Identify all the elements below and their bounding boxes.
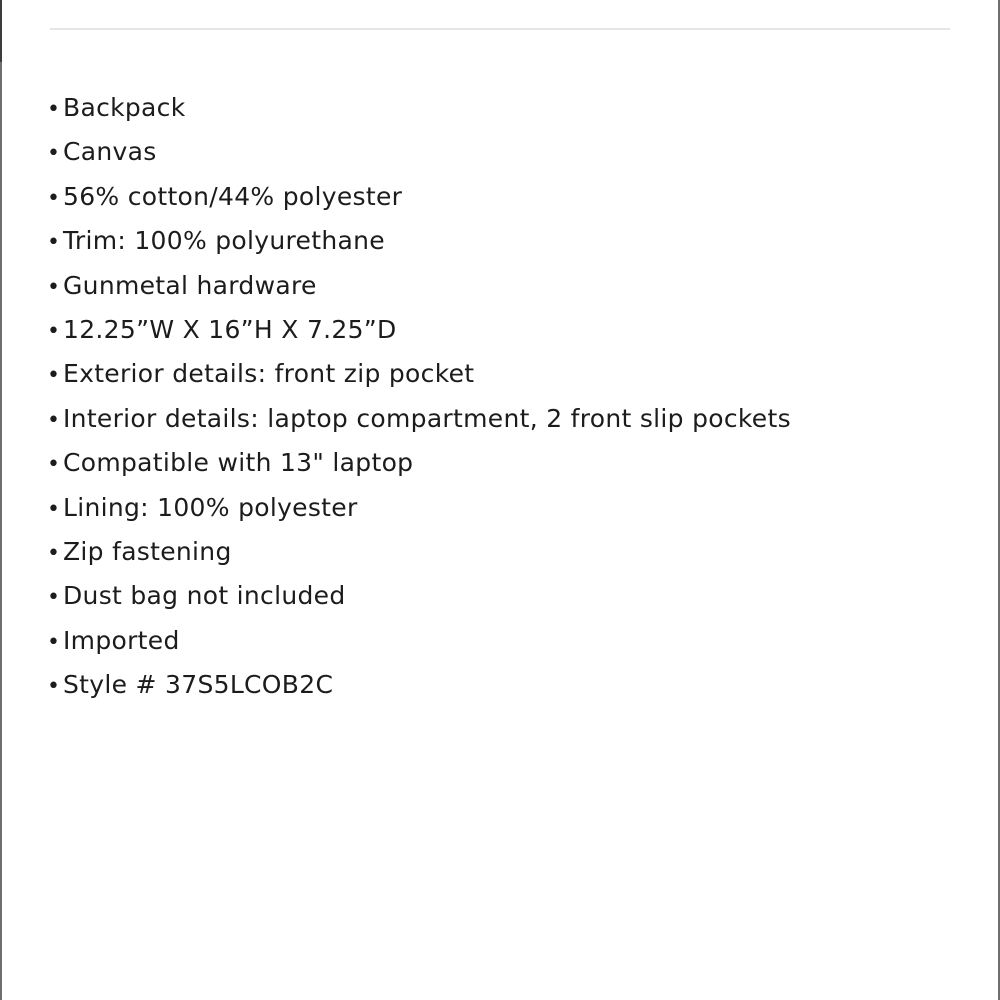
bullet-icon: • bbox=[47, 407, 61, 433]
details-item bbox=[47, 130, 967, 174]
details-item-text: Canvas bbox=[63, 137, 157, 167]
bullet-icon: • bbox=[47, 585, 61, 611]
bullet-icon: • bbox=[47, 274, 61, 300]
details-item-text: 56% cotton/44% polyester bbox=[63, 181, 403, 211]
details-item-text: Lining: 100% polyester bbox=[63, 492, 358, 522]
details-item-text: Style # 37S5LCOB2C bbox=[63, 670, 334, 700]
bullet-icon: • bbox=[47, 185, 61, 211]
bullet-icon: • bbox=[47, 629, 61, 655]
bullet-icon: • bbox=[47, 452, 61, 478]
details-item-text: Trim: 100% polyurethane bbox=[63, 226, 385, 256]
details-item-text: Compatible with 13" laptop bbox=[63, 448, 414, 478]
details-item-text: Imported bbox=[63, 625, 180, 655]
bullet-icon: • bbox=[47, 674, 61, 700]
details-item bbox=[47, 619, 967, 663]
section-divider bbox=[50, 28, 950, 30]
details-item bbox=[47, 574, 967, 618]
details-item bbox=[47, 397, 967, 441]
details-item bbox=[47, 663, 967, 707]
window-edge bbox=[0, 0, 2, 62]
details-item bbox=[47, 308, 967, 352]
details-item-text: 12.25”W X 16”H X 7.25”D bbox=[63, 314, 397, 344]
details-item-text: Backpack bbox=[63, 93, 186, 122]
details-item bbox=[47, 264, 967, 308]
details-item bbox=[47, 175, 967, 219]
details-item bbox=[47, 219, 967, 263]
bullet-icon: • bbox=[47, 97, 61, 122]
bullet-icon: • bbox=[47, 141, 61, 167]
details-item bbox=[47, 486, 967, 530]
details-item-text: Zip fastening bbox=[63, 536, 232, 566]
bullet-icon: • bbox=[47, 230, 61, 256]
details-item bbox=[47, 441, 967, 485]
product-details-list bbox=[47, 86, 967, 707]
bullet-icon: • bbox=[47, 363, 61, 389]
bullet-icon: • bbox=[47, 318, 61, 344]
details-item bbox=[47, 86, 967, 130]
bullet-icon: • bbox=[47, 540, 61, 566]
details-item-text: Dust bag not included bbox=[63, 581, 346, 611]
details-item bbox=[47, 530, 967, 574]
details-item bbox=[47, 352, 967, 396]
details-item-text: Exterior details: front zip pocket bbox=[63, 359, 475, 389]
bullet-icon: • bbox=[47, 496, 61, 522]
details-item-text: Gunmetal hardware bbox=[63, 270, 317, 300]
details-item-text: Interior details: laptop compartment, 2 front slip pockets bbox=[63, 403, 791, 433]
